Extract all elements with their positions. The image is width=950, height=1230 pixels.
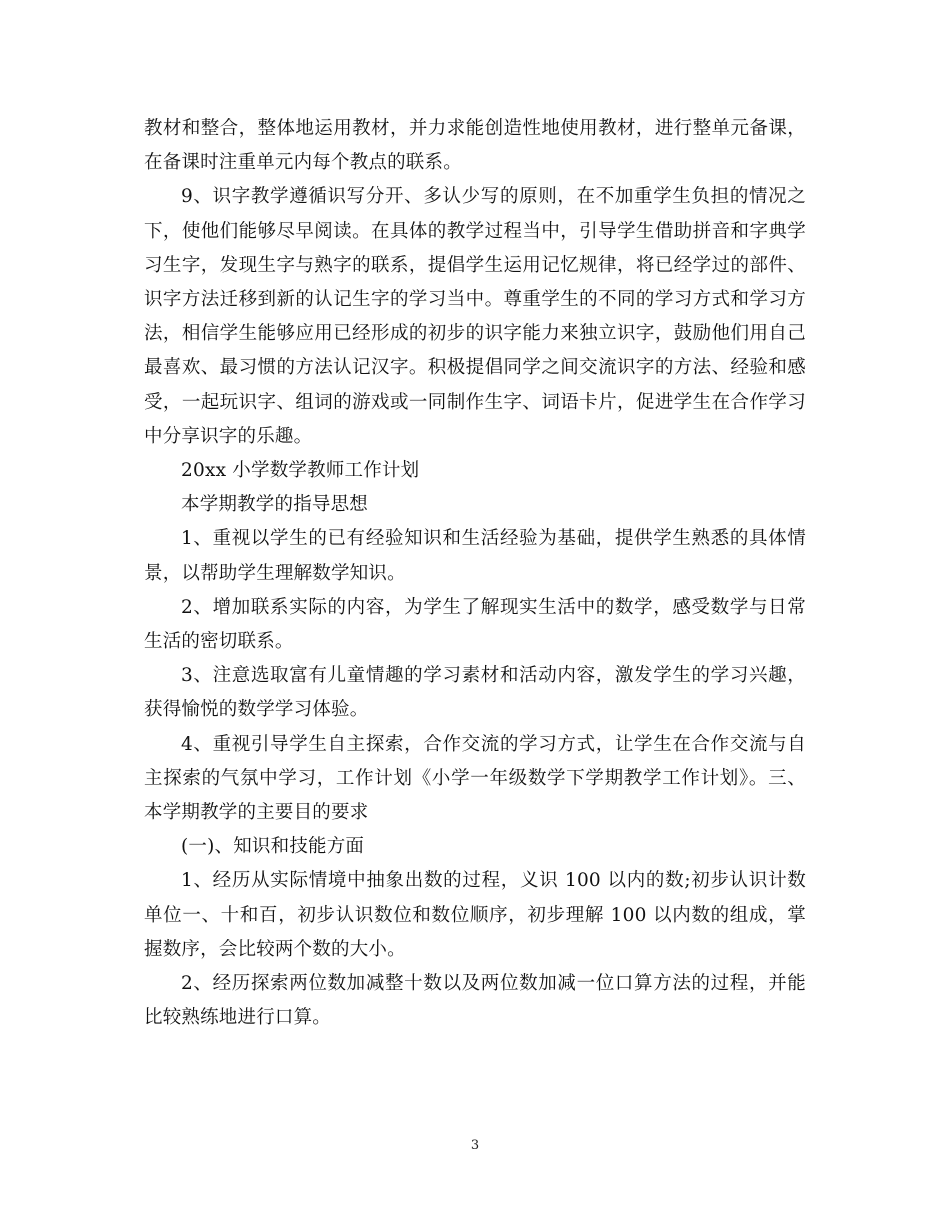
document-body bbox=[144, 112, 806, 1035]
paragraph: 教材和整合，整体地运用教材，并力求能创造性地使用教材，进行整单元备课，在备课时注重单元内每个教点的联系。 bbox=[144, 118, 806, 174]
section-subheading: (一)、知识和技能方面 bbox=[181, 836, 365, 858]
paragraph: 4、重视引导学生自主探索，合作交流的学习方式，让学生在合作交流与自主探索的气氛中学习，工作计划《小学一年级数学下学期教学工作计划》。三、本学期教学的主要目的要求 bbox=[144, 733, 806, 824]
paragraph: 2、增加联系实际的内容，为学生了解现实生活中的数学，感受数学与日常生活的密切联系。 bbox=[144, 596, 806, 653]
section-heading: 20xx 小学数学教师工作计划 bbox=[181, 460, 420, 482]
paragraph: 1、经历从实际情境中抽象出数的过程，义识 100 以内的数;初步认识计数单位一、十和百，初步认识数位和数位顺序，初步理解 100 以内数的组成，掌握数序，会比较两个数的大小。 bbox=[144, 870, 806, 960]
page-number: 3 bbox=[470, 1138, 480, 1153]
paragraph: 3、注意选取富有儿童情趣的学习素材和活动内容，激发学生的学习兴趣，获得愉悦的数学学习体验。 bbox=[144, 665, 806, 721]
paragraph: 9、识字教学遵循识写分开、多认少写的原则，在不加重学生负担的情况之下，使他们能够尽早阅读。在具体的教学过程当中，引导学生借助拼音和字典学习生字，发现生字与熟字的联系，提倡学生运用记忆规律，将已经学过的部件、识字方法迁移到新的认记生字的学习当中。尊重学生的不同的学习方式和学习方法，相信学生能够应用已经形成的初步的识字能力来独立识字，鼓励他们用自己最喜欢、最习惯的方法认记汉字。积极提倡同学之间交流识字的方法、经验和感受，一起玩识字、组词的游戏或一同制作生字、词语卡片，促进学生在合作学习中分享识字的乐趣。 bbox=[144, 186, 806, 447]
paragraph: 2、经历探索两位数加减整十数以及两位数加减一位口算方法的过程，并能比较熟练地进行口算。 bbox=[144, 973, 806, 1029]
paragraph: 1、重视以学生的已有经验知识和生活经验为基础，提供学生熟悉的具体情景，以帮助学生理解数学知识。 bbox=[144, 528, 806, 584]
section-subheading: 本学期教学的指导思想 bbox=[181, 494, 369, 516]
